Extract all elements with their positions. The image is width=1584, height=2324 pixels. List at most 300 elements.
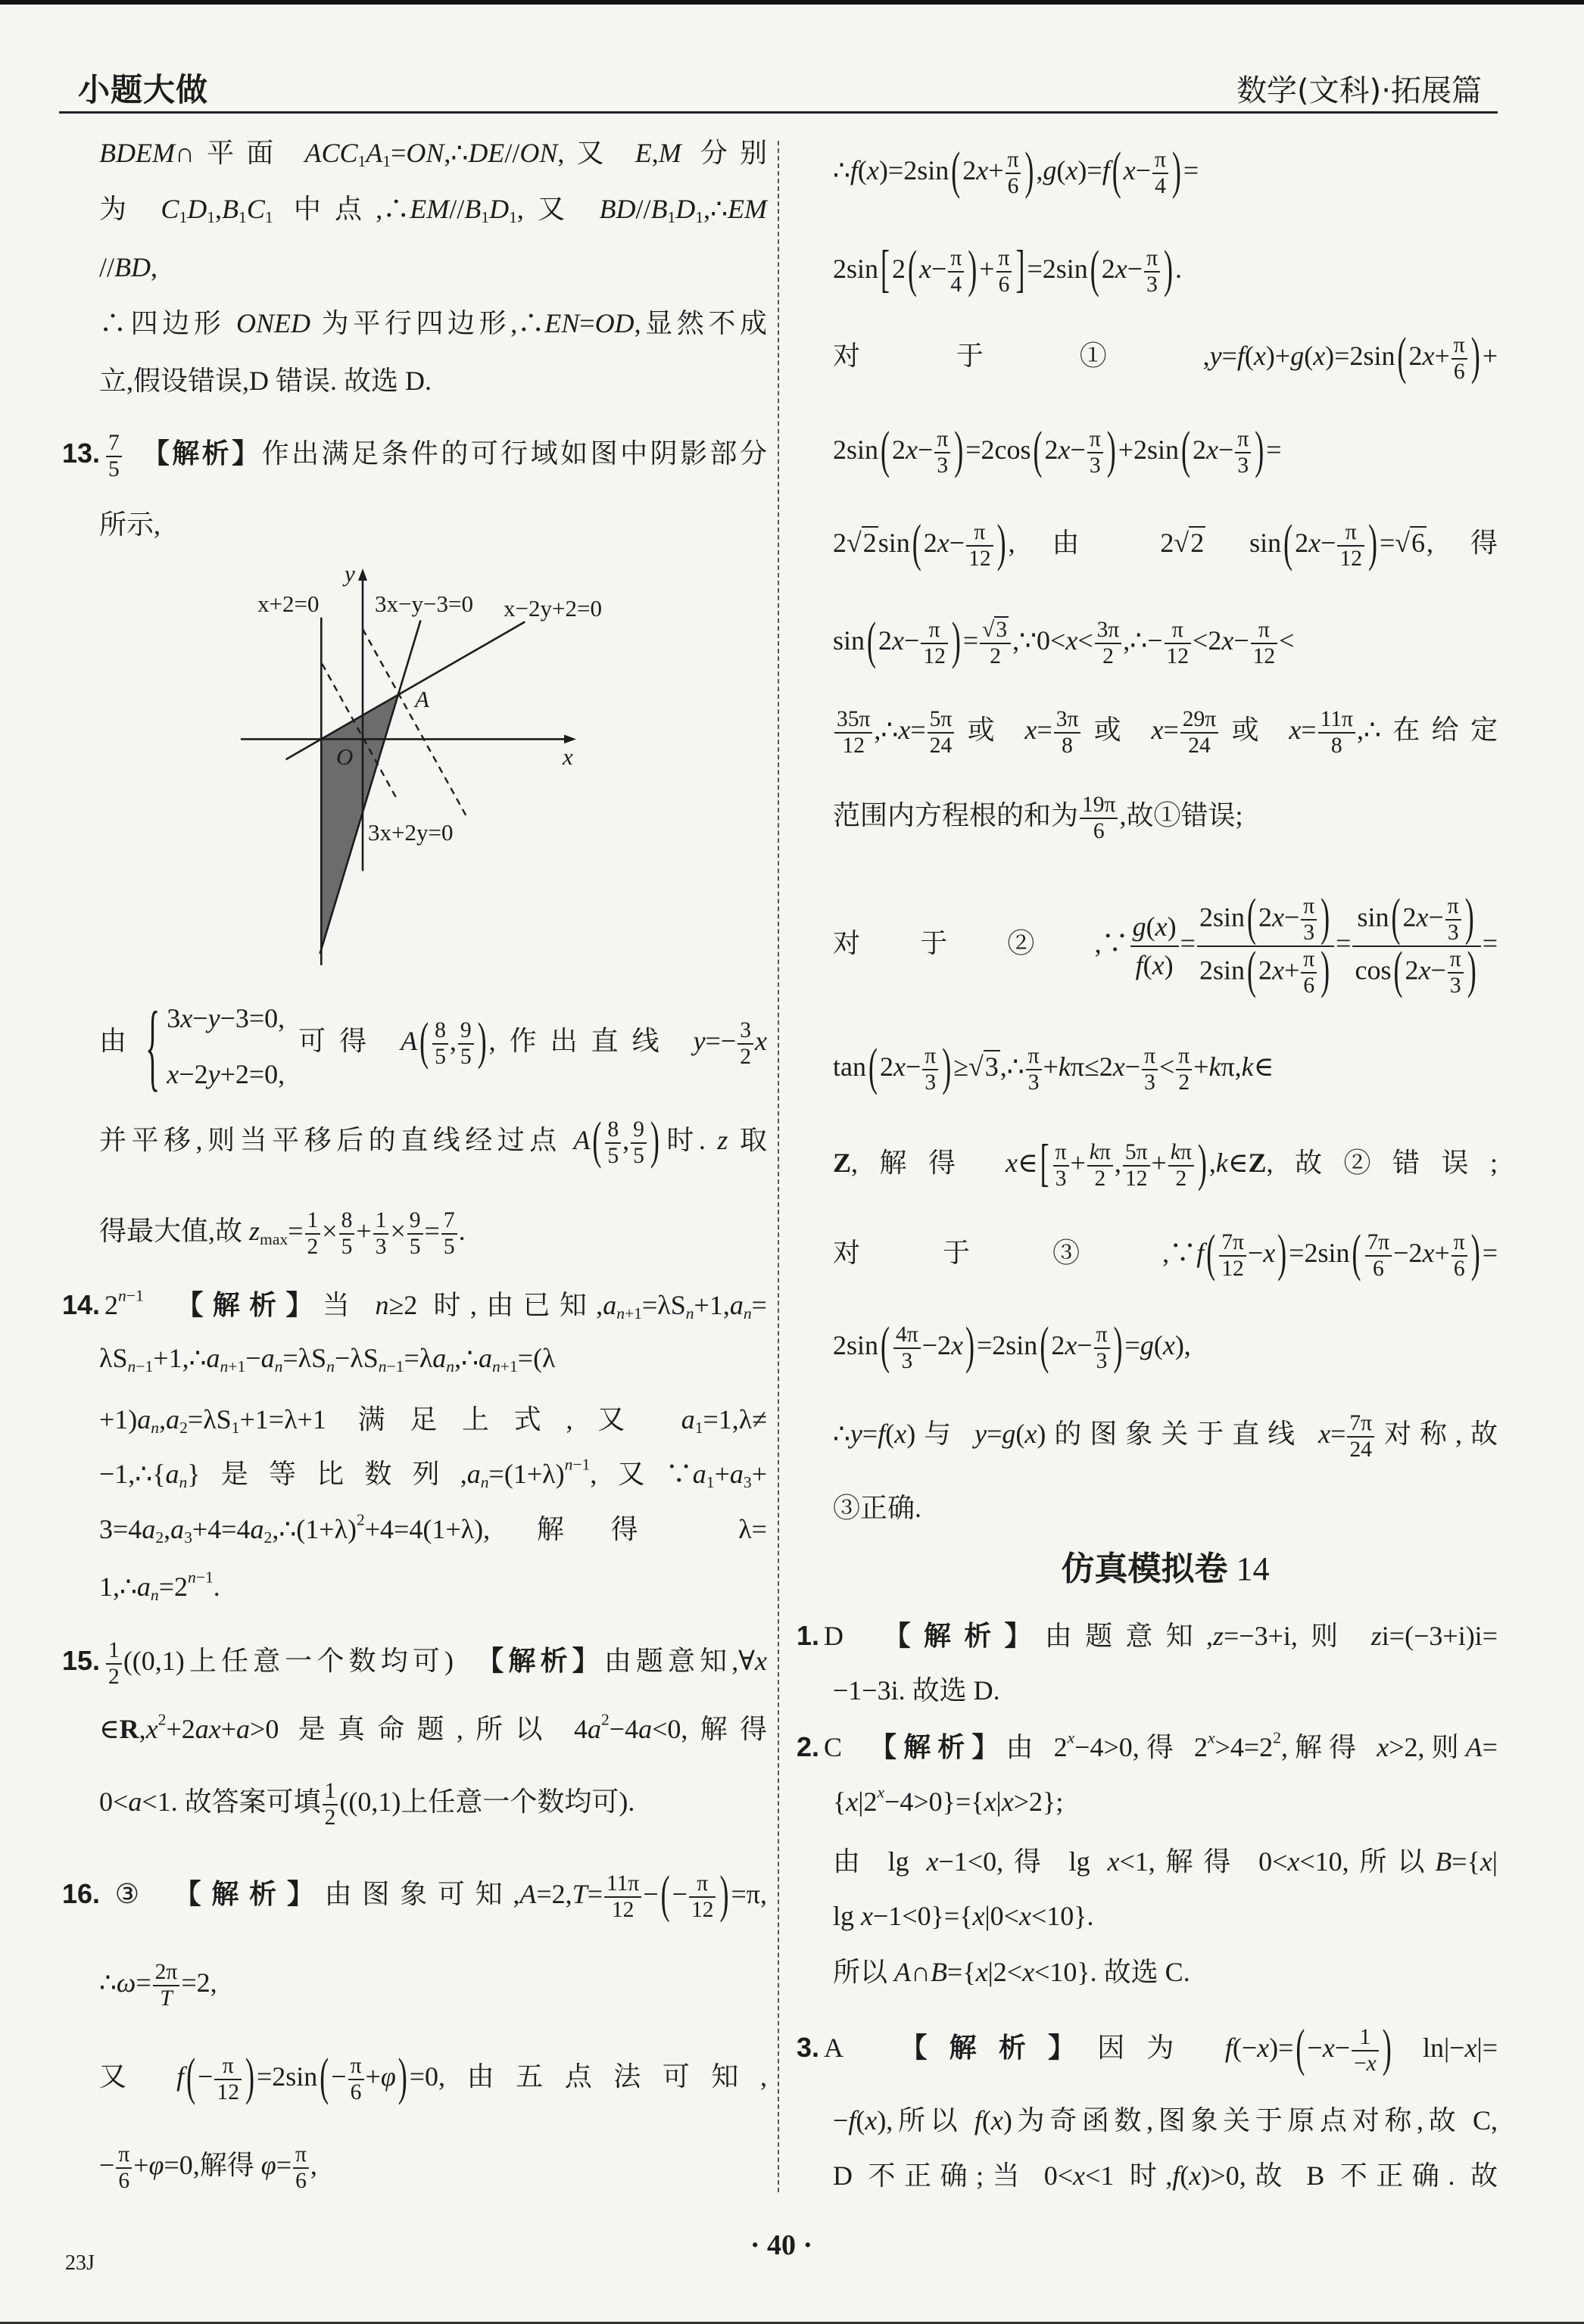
math-italic: ON bbox=[406, 138, 444, 168]
q16-option1-line-3: 2√2sin(2x− $\frac{\pi}{12}$ ),由 2√2 sin(2x− $\frac{\pi}{12}$ )=√6,得 bbox=[833, 514, 1498, 572]
q13-solution-line-3: 由 { 3x−y−3=0, x−2y+2=0, 可得 A( $\frac{8}{5}$ , $\frac{9}{5}$ ),作出直线 y=− $\frac{3}{2}$ x bbox=[99, 980, 767, 1101]
math-italic: EN bbox=[544, 308, 580, 338]
fraction-denominator: 3 bbox=[901, 1348, 913, 1373]
math-italic: x bbox=[1253, 341, 1266, 371]
big-bracket: ) bbox=[1367, 514, 1377, 572]
superscript: n−1 bbox=[118, 1286, 144, 1305]
math-italic: f bbox=[1102, 155, 1110, 185]
fraction-numerator: π bbox=[1087, 427, 1103, 453]
math-italic: a bbox=[142, 1514, 156, 1544]
equation-row: x−2y+2=0, bbox=[167, 1059, 285, 1090]
math-italic: g bbox=[1002, 1419, 1016, 1449]
fraction bbox=[441, 1208, 457, 1260]
fraction-numerator: π bbox=[1165, 618, 1192, 644]
big-bracket: ) bbox=[650, 1111, 659, 1169]
fraction bbox=[1448, 947, 1464, 998]
superscript: 2 bbox=[1273, 1728, 1281, 1747]
math-italic: f bbox=[1172, 2160, 1180, 2191]
big-bracket: ( bbox=[1040, 1316, 1049, 1374]
big-bracket: ( bbox=[867, 612, 877, 669]
fraction-denominator: 2 bbox=[1094, 1166, 1106, 1191]
math-italic: x bbox=[1464, 2033, 1477, 2063]
math-italic: C bbox=[161, 194, 179, 224]
math-italic: x bbox=[1366, 2051, 1377, 2076]
big-bracket: ) bbox=[1464, 887, 1474, 945]
fraction-numerator: π bbox=[1094, 1322, 1110, 1349]
y-axis-label: y bbox=[345, 560, 355, 587]
big-bracket: ) bbox=[1106, 421, 1116, 478]
math-italic: f bbox=[1236, 341, 1245, 371]
fraction-numerator: π bbox=[996, 246, 1012, 273]
math-italic: n bbox=[616, 1304, 625, 1323]
math-italic: x bbox=[1271, 955, 1284, 986]
fraction-numerator: 1 bbox=[373, 1208, 389, 1235]
math-italic: x bbox=[145, 1714, 158, 1744]
math-italic: z bbox=[1212, 1621, 1224, 1651]
fraction-numerator: 7 bbox=[106, 431, 122, 457]
q14-solution-line-4: $-1,\therefore\{a_n\}$是等比数列$,a_n=(1+\lambda)^{n-1}$,又$\because a_1+a_3+$ bbox=[99, 1455, 767, 1492]
big-bracket: ) bbox=[968, 240, 978, 298]
fraction bbox=[1180, 707, 1218, 759]
fraction-numerator: π bbox=[1337, 520, 1364, 547]
fraction-denominator: 4 bbox=[950, 272, 962, 297]
fraction-numerator: π bbox=[1301, 894, 1317, 921]
fraction-numerator: 1 bbox=[1352, 2025, 1379, 2051]
fraction-numerator: π bbox=[1026, 1044, 1042, 1070]
math-italic: x bbox=[877, 1783, 885, 1802]
fraction-denominator: 3 bbox=[1089, 453, 1101, 478]
fraction-numerator: π bbox=[948, 246, 964, 273]
big-bracket: ( bbox=[1391, 887, 1401, 945]
line-label-x-minus-2y-plus-2: x−2y+2=0 bbox=[504, 595, 602, 621]
fraction bbox=[1144, 246, 1160, 298]
fraction-denominator: 3 bbox=[1237, 453, 1249, 478]
radicand: 6 bbox=[1411, 528, 1426, 558]
fraction-numerator: π bbox=[966, 520, 993, 547]
math-italic: k bbox=[1058, 1051, 1071, 1082]
subscript: 3 bbox=[184, 1528, 192, 1547]
fraction-numerator: 1 bbox=[106, 1638, 122, 1665]
fraction bbox=[922, 1044, 938, 1095]
square-root bbox=[968, 1050, 1000, 1082]
big-bracket: ( bbox=[868, 1038, 878, 1095]
math-italic: D bbox=[187, 194, 207, 224]
big-bracket: ( bbox=[1397, 327, 1407, 385]
big-bracket: ( bbox=[1206, 1224, 1216, 1282]
fraction-denominator: 5 bbox=[341, 1234, 353, 1259]
fraction-numerator: π bbox=[1451, 333, 1467, 360]
analysis-tag: 【解析】 bbox=[189, 1290, 323, 1321]
q12-continuation-line-3: //BD, bbox=[99, 252, 158, 282]
item-number: 14. bbox=[62, 1289, 101, 1320]
fraction bbox=[1445, 894, 1461, 945]
fraction-numerator: π bbox=[1142, 1044, 1158, 1070]
big-bracket: ( bbox=[1283, 514, 1293, 572]
math-italic: x bbox=[898, 715, 911, 745]
fraction bbox=[934, 427, 950, 478]
fraction-denominator: 12 bbox=[691, 1897, 714, 1922]
big-bracket: ) bbox=[1277, 1224, 1287, 1282]
fraction-denominator: f(x) bbox=[1135, 949, 1174, 980]
math-italic: T bbox=[160, 1986, 173, 2011]
math-italic: a bbox=[638, 1714, 653, 1744]
math-italic: A bbox=[519, 1879, 537, 1909]
fraction-numerator: 35π bbox=[834, 707, 872, 734]
big-bracket: ( bbox=[1033, 421, 1043, 478]
math-italic: x bbox=[1318, 1419, 1331, 1449]
fraction bbox=[1152, 148, 1168, 199]
big-bracket: ) bbox=[965, 1316, 974, 1374]
math-italic: A bbox=[573, 1125, 591, 1155]
footer-code: 23J bbox=[65, 2251, 95, 2275]
math-italic: y bbox=[207, 1003, 220, 1034]
big-bracket: ( bbox=[1246, 887, 1256, 945]
radicand: 3 bbox=[984, 1051, 999, 1082]
math-italic: a bbox=[136, 1572, 151, 1602]
q12-continuation-line-5: 立,假设错误,D 错误. 故选 D. bbox=[99, 366, 432, 396]
fraction bbox=[1352, 2025, 1379, 2076]
fraction-numerator: π bbox=[1006, 148, 1021, 174]
math-italic: f bbox=[1135, 949, 1143, 980]
fraction bbox=[948, 246, 964, 298]
math-italic: y bbox=[1209, 341, 1222, 371]
math-italic: D bbox=[489, 194, 510, 224]
q16-option1-line-6: 范围内方程根的和为 $\frac{19\pi}{6}$ ,故①错误; bbox=[833, 792, 1243, 843]
math-italic: x bbox=[167, 1059, 179, 1090]
fraction-numerator: π bbox=[293, 2142, 309, 2169]
math-italic: φ bbox=[380, 2061, 396, 2092]
big-bracket: ( bbox=[912, 514, 921, 572]
fraction bbox=[153, 1960, 180, 2011]
math-italic: g bbox=[1132, 911, 1146, 942]
fraction bbox=[1087, 1140, 1113, 1192]
big-bracket: ) bbox=[1321, 887, 1330, 945]
fraction-denominator: 24 bbox=[1349, 1437, 1373, 1462]
q15-solution-line-2: $\in R,x^2+2ax+a>0$ 是真命题,所以 $4a^2-4a<0$,解得 bbox=[99, 1710, 767, 1744]
y-axis-arrow-icon bbox=[358, 569, 367, 581]
math-italic: φ bbox=[260, 2150, 276, 2180]
q14-solution-line-2: $\lambda S_{n-1}+1,\therefore a_{n+1}-a_n=\lambda S_n-\lambda S_{n-1}=\lambda a_n,\therefore a_{n+1}=(\lambda$ bbox=[99, 1343, 556, 1376]
math-italic: k bbox=[1215, 1148, 1228, 1178]
fraction bbox=[1080, 793, 1118, 844]
math-italic: x bbox=[1065, 625, 1078, 656]
fraction bbox=[893, 1322, 921, 1374]
big-bracket: ( bbox=[1090, 240, 1099, 298]
big-bracket: ) bbox=[951, 612, 961, 669]
q16-solution-line-4: − $\frac{\pi}{6}$ +φ=0,解得 φ= $\frac{\pi}{6}$ , bbox=[99, 2142, 317, 2193]
subscript: 1 bbox=[382, 152, 391, 171]
q16-continuation-line-1: ∴f(x)=2sin(2x+ $\frac{\pi}{6}$ ),g(x)=f(x− $\frac{\pi}{4}$ )= bbox=[833, 142, 1199, 199]
math-italic: x bbox=[893, 1051, 906, 1082]
square-root bbox=[982, 616, 1009, 642]
square-root bbox=[847, 526, 878, 558]
math-italic: a bbox=[587, 1714, 601, 1744]
fraction-denominator: 5 bbox=[633, 1143, 644, 1168]
fraction-numerator: π bbox=[922, 1044, 938, 1070]
fraction-denominator: 6 bbox=[1007, 173, 1019, 198]
math-italic: y bbox=[850, 1419, 862, 1449]
subscript: n+1 bbox=[491, 1357, 518, 1376]
fraction-denominator: 2 bbox=[740, 1044, 751, 1069]
math-italic: x bbox=[1058, 435, 1071, 465]
fraction bbox=[1318, 707, 1355, 759]
fraction-denominator: 6 bbox=[1372, 1256, 1384, 1281]
fraction-numerator: 7π bbox=[1219, 1230, 1246, 1257]
math-italic: n bbox=[127, 1357, 136, 1376]
fraction bbox=[631, 1117, 647, 1169]
fraction-numerator: 3π bbox=[1095, 618, 1122, 644]
math-italic: x bbox=[894, 1419, 907, 1449]
math-italic: x bbox=[1022, 1957, 1035, 1987]
math-italic: OD bbox=[594, 308, 635, 338]
math-italic: z bbox=[717, 1125, 728, 1155]
fraction-numerator: π bbox=[1451, 1230, 1467, 1257]
math-italic: f bbox=[878, 1419, 886, 1449]
subscript: 1 bbox=[481, 208, 490, 227]
math-italic: k bbox=[1170, 1139, 1180, 1164]
math-italic: a bbox=[165, 1459, 179, 1489]
analysis-tag: 【解析】 bbox=[187, 1879, 325, 1910]
big-bracket: ) bbox=[954, 421, 964, 478]
big-bracket: ) bbox=[1321, 941, 1330, 999]
item-number: 16. bbox=[62, 1878, 101, 1909]
fraction-numerator: π bbox=[1176, 1044, 1192, 1070]
fraction-denominator bbox=[153, 1986, 180, 2011]
math-italic: x bbox=[1313, 341, 1326, 371]
math-italic: BD bbox=[114, 252, 151, 282]
item-number: 3. bbox=[797, 2032, 820, 2063]
fraction bbox=[106, 1638, 122, 1690]
fraction-denominator: 2 bbox=[1102, 643, 1114, 668]
fraction-numerator: π bbox=[934, 427, 950, 453]
big-bracket: ) bbox=[1113, 1316, 1123, 1374]
fraction bbox=[1142, 1044, 1158, 1095]
sim14-q2-line-2: $\{x|2^x-4>0\}=\{x|x>2\}$; bbox=[833, 1783, 1064, 1817]
big-bracket: ) bbox=[1255, 421, 1264, 478]
math-italic: x bbox=[951, 1330, 963, 1360]
fraction-denominator: 12 bbox=[611, 1897, 635, 1922]
x-axis-label: x bbox=[563, 743, 573, 770]
subscript bbox=[151, 1419, 159, 1437]
math-italic: x bbox=[866, 155, 879, 185]
math-italic: a bbox=[206, 1343, 220, 1373]
q12-continuation-line-2: 为 $C_1D_1,B_1C_1$ 中点$,\therefore EM//B_1D_1$,又 $BD//B_1D_1,\therefore EM$ bbox=[99, 194, 767, 227]
line-label-3x-minus-y-minus-3: 3x−y−3=0 bbox=[375, 590, 473, 617]
analysis-tag: 【解析】 bbox=[490, 1646, 604, 1677]
fraction-denominator: 3 bbox=[1146, 272, 1158, 297]
math-italic: n bbox=[375, 1290, 389, 1320]
math-italic: a bbox=[466, 1459, 481, 1489]
equation-system bbox=[140, 983, 285, 1104]
math-italic: a bbox=[137, 1404, 151, 1435]
big-bracket: ) bbox=[1470, 1224, 1480, 1282]
sim14-q2-line-5: 所以 A∩B={x|2<x<10}. 故选 C. bbox=[833, 1957, 1190, 1987]
math-italic: M bbox=[658, 138, 681, 168]
fraction-numerator: 19π bbox=[1080, 793, 1118, 819]
fraction bbox=[1301, 947, 1317, 998]
superscript: n−1 bbox=[564, 1455, 591, 1474]
q12-continuation-line-4: ∴四边形 ONED 为平行四边形,∴EN=OD,显然不成 bbox=[99, 308, 767, 338]
math-italic: f bbox=[848, 2105, 856, 2136]
math-italic: x bbox=[1189, 2160, 1202, 2191]
math-italic: x bbox=[1422, 341, 1435, 371]
item-number: 1. bbox=[797, 1620, 820, 1651]
subscript: n−1 bbox=[378, 1357, 404, 1376]
square-root bbox=[1395, 526, 1427, 558]
fraction bbox=[1176, 1044, 1192, 1095]
fraction bbox=[1235, 427, 1251, 478]
math-italic: n bbox=[685, 1304, 694, 1323]
fraction bbox=[373, 1208, 389, 1260]
math-italic: x bbox=[1067, 1728, 1075, 1747]
fraction-numerator: π bbox=[689, 1871, 716, 1898]
math-italic: x bbox=[1152, 949, 1165, 980]
math-italic: T bbox=[572, 1879, 588, 1909]
math-italic: f bbox=[850, 155, 858, 185]
math-italic: f bbox=[1224, 2033, 1233, 2063]
fraction-numerator: 11π bbox=[604, 1871, 641, 1898]
fraction bbox=[1451, 333, 1467, 385]
math-italic: a bbox=[478, 1343, 492, 1373]
math-italic: x bbox=[1112, 1051, 1125, 1082]
fraction-numerator: 8 bbox=[432, 1018, 448, 1045]
fraction-numerator: 8 bbox=[339, 1208, 355, 1235]
math-italic: x bbox=[846, 1787, 859, 1817]
fraction-denominator: 12 bbox=[1252, 643, 1276, 668]
math-italic: B bbox=[650, 194, 668, 224]
fraction-denominator: 24 bbox=[929, 733, 953, 758]
q16-option1-line-2: 2sin(2x− $\frac{\pi}{3}$ )=2cos(2x− $\frac{\pi}{3}$ )+2sin(2x− $\frac{\pi}{3}$ )= bbox=[833, 421, 1282, 478]
math-italic: a bbox=[236, 1714, 251, 1744]
math-italic: n bbox=[118, 1286, 126, 1305]
radicand: 2 bbox=[862, 528, 877, 558]
fraction-denominator: 8 bbox=[1062, 733, 1073, 758]
q14-solution-line-5: $3=4a_2,a_3+4=4a_2,\therefore(1+\lambda)^2+4=4(1+\lambda)$,解得 λ= bbox=[99, 1510, 767, 1547]
fraction-numerator: π bbox=[1144, 246, 1160, 273]
big-bracket: ) bbox=[1163, 240, 1173, 298]
fraction-numerator: 4π bbox=[893, 1322, 921, 1349]
fraction bbox=[1352, 887, 1480, 999]
fraction-denominator: 5 bbox=[607, 1143, 619, 1168]
subject-title: 数学(文科)·拓展篇 bbox=[1236, 73, 1482, 108]
q16-continuation-line-2: 2sin[2(x− $\frac{\pi}{4}$ )+ $\frac{\pi}{6}$ ]=2sin(2x− $\frac{\pi}{3}$ ). bbox=[833, 240, 1182, 298]
math-italic: BD bbox=[599, 194, 636, 224]
q12-continuation-line-1: BDEM∩平面 $ACC_1A_1=ON,\therefore DE//ON$,又 E,M 分别 bbox=[99, 138, 767, 171]
math-italic: n bbox=[188, 1568, 196, 1587]
math-italic: x bbox=[1418, 955, 1431, 986]
left-brace: { bbox=[145, 992, 161, 1101]
math-italic: a bbox=[681, 1404, 695, 1435]
q14-solution-line-1: 14. $2^{n-1}$ 【解析】当 n≥2 时,由已知$,a_{n+1}=\lambda S_n+1,a_n=$ bbox=[62, 1286, 767, 1323]
math-italic: ax bbox=[195, 1714, 221, 1744]
fraction bbox=[348, 2054, 364, 2105]
math-italic: x bbox=[937, 528, 949, 558]
header-rule bbox=[59, 111, 1498, 114]
math-italic: x bbox=[1018, 1901, 1031, 1931]
q16-option3-line-1: 对于③,∵f( $\frac{7\pi}{12}$ −x)=2sin( $\frac{7\pi}{6}$ −2x+ $\frac{\pi}{6}$ )= bbox=[833, 1224, 1498, 1282]
fraction-denominator: 2 bbox=[1175, 1166, 1187, 1191]
big-bracket: ) bbox=[942, 1038, 952, 1095]
fraction bbox=[1168, 1140, 1194, 1192]
math-italic: a bbox=[603, 1290, 617, 1320]
fraction-denominator: 5 bbox=[460, 1044, 472, 1069]
fraction-denominator: 5 bbox=[435, 1044, 446, 1069]
math-italic: n bbox=[564, 1455, 573, 1474]
fraction bbox=[928, 707, 955, 759]
equation-row: 3x−y−3=0, bbox=[167, 1003, 285, 1034]
fraction bbox=[1123, 1140, 1150, 1192]
math-italic: ω bbox=[116, 1967, 136, 1998]
big-bracket: ) bbox=[719, 1865, 729, 1923]
fraction bbox=[407, 1208, 423, 1260]
math-italic: x bbox=[861, 1901, 873, 1931]
radical-sign: √ bbox=[968, 1051, 984, 1082]
math-italic: a bbox=[260, 1343, 275, 1373]
math-italic: ON bbox=[519, 138, 558, 168]
q13-solution-line-1: 13. $\frac{7}{5}$ 【解析】作出满足条件的可行域如图中阴影部分 bbox=[62, 430, 767, 481]
q16-solution-line-1: 16. ③ 【解析】由图象可知,A=2,T= $\frac{11\pi}{12}$ −(− $\frac{\pi}{12}$ )=π, bbox=[62, 1865, 767, 1923]
big-bracket: ) bbox=[996, 514, 1006, 572]
fraction-denominator: 12 bbox=[842, 733, 865, 758]
q13-solution-line-5: 得最大值,故 $z_{max}=$ $\frac{1}{2}$ × $\frac{8}{5}$ + $\frac{1}{3}$ × $\frac{9}{5}$ = $\frac{7}{5}$ . bbox=[99, 1207, 466, 1259]
fraction-denominator: 6 bbox=[1093, 818, 1105, 843]
big-bracket: ) bbox=[398, 2048, 407, 2105]
math-italic: DE bbox=[468, 138, 505, 168]
math-italic: x bbox=[1115, 254, 1127, 284]
math-italic: g bbox=[1140, 1330, 1154, 1360]
math-italic: x bbox=[1024, 1419, 1037, 1449]
sim14-q3-line-1: 3. A 【解析】因为 f(−x)=(−x− $\frac{1}{-x}$ ) ln|−x|= bbox=[797, 2019, 1498, 2076]
fraction-denominator: 6 bbox=[1453, 359, 1465, 384]
fraction-denominator: 3 bbox=[1144, 1070, 1155, 1095]
fraction-denominator: 6 bbox=[1453, 1256, 1465, 1281]
math-italic: y bbox=[207, 1059, 220, 1090]
item-number: 13. bbox=[62, 438, 101, 469]
sim14-q1-line-1: 1. D 【解析】由题意知,z=−3+i,则 zi=(−3+i)i= bbox=[797, 1620, 1498, 1652]
subscript bbox=[326, 1357, 335, 1375]
math-italic: A bbox=[894, 1957, 912, 1987]
superscript bbox=[877, 1783, 884, 1802]
q16-option3-line-2: 2sin( $\frac{4\pi}{3}$ −2x)=2sin(2x− $\frac{\pi}{3}$ )=g(x), bbox=[833, 1316, 1191, 1374]
fraction-denominator: 5 bbox=[409, 1234, 421, 1259]
math-italic: x bbox=[1155, 911, 1168, 942]
math-italic: x bbox=[1123, 155, 1136, 185]
math-italic: B bbox=[464, 194, 482, 224]
fraction-numerator: g(x) bbox=[1130, 908, 1179, 947]
math-italic: B bbox=[222, 194, 239, 224]
superscript: 2 bbox=[600, 1710, 610, 1729]
math-italic: k bbox=[1089, 1139, 1099, 1164]
fraction-denominator: 2 bbox=[1178, 1070, 1190, 1095]
superscript bbox=[1208, 1729, 1215, 1747]
fraction bbox=[1337, 520, 1364, 572]
square-root bbox=[1174, 526, 1205, 558]
fraction bbox=[689, 1871, 716, 1923]
math-italic: x bbox=[1416, 901, 1429, 932]
subscript: 1 bbox=[667, 208, 676, 227]
q14-solution-line-6: $1,\therefore a_n=2^{n-1}$. bbox=[99, 1568, 220, 1605]
subscript: 1 bbox=[231, 1419, 240, 1438]
subscript: 2 bbox=[179, 1419, 188, 1438]
math-italic: x bbox=[180, 1003, 193, 1034]
math-italic: x bbox=[1065, 1330, 1077, 1360]
fraction-denominator: −x bbox=[1354, 2051, 1377, 2076]
fraction-denominator: 2 bbox=[108, 1664, 120, 1689]
math-italic: x bbox=[972, 1901, 985, 1931]
fraction-denominator: 24 bbox=[1188, 733, 1211, 758]
line-label-3x-plus-2y: 3x+2y=0 bbox=[368, 819, 454, 846]
superscript: 2 bbox=[157, 1710, 167, 1729]
